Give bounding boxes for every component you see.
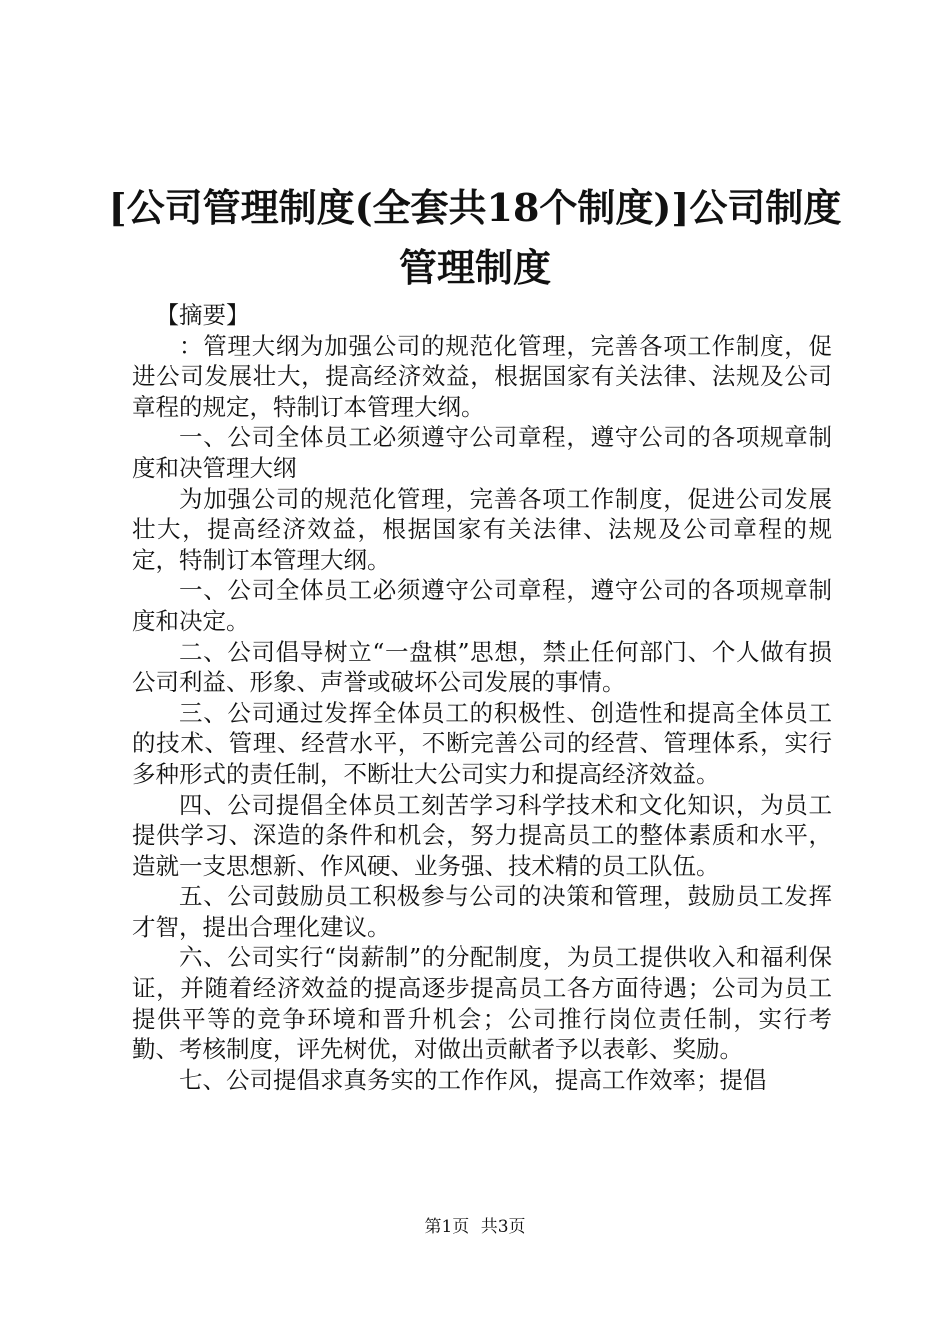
page-footer [0, 1216, 950, 1238]
paragraph: ：管理大纲为加强公司的规范化管理，完善各项工作制度，促进公司发展壮大，提高经济效益，根据国家有关法律、法规及公司章程的规定，特制订本管理大纲。 [132, 331, 832, 421]
paragraph: 三、公司通过发挥全体员工的积极性、创造性和提高全体员工的技术、管理、经营水平，不断完善公司的经营、管理体系，实行多种形式的责任制，不断壮大公司实力和提高经济效益。 [132, 698, 832, 788]
page-number: 第1页 [424, 1217, 470, 1237]
paragraph: 为加强公司的规范化管理，完善各项工作制度，促进公司发展壮大，提高经济效益，根据国家有关法律、法规及公司章程的规定，特制订本管理大纲。 [132, 484, 832, 574]
paragraph: 七、公司提倡求真务实的工作作风，提高工作效率；提倡 [179, 1065, 767, 1094]
abstract-label: 【摘要】 [155, 301, 250, 329]
paragraph: 四、公司提倡全体员工刻苦学习科学技术和文化知识，为员工提供学习、深造的条件和机会，努力提高员工的整体素质和水平，造就一支思想新、作风硬、业务强、技术精的员工队伍。 [132, 790, 832, 880]
paragraph: 二、公司倡导树立“一盘棋”思想，禁止任何部门、个人做有损公司利益、形象、声誉或破坏公司发展的事情。 [132, 637, 832, 697]
paragraph: 六、公司实行“岗薪制”的分配制度，为员工提供收入和福利保证，并随着经济效益的提高逐步提高员工各方面待遇；公司为员工提供平等的竞争环境和晋升机会；公司推行岗位责任制，实行考勤、考核制度，评先树优，对做出贡献者予以表彰、奖励。 [132, 943, 832, 1064]
document-title [60, 178, 890, 298]
paragraph: 一、公司全体员工必须遵守公司章程，遵守公司的各项规章制度和决定。 [132, 576, 832, 635]
paragraph: 一、公司全体员工必须遵守公司章程，遵守公司的各项规章制度和决管理大纲 [132, 423, 832, 482]
title-line-1: [公司管理制度(全套共18个制度)]公司制度 [108, 185, 842, 230]
paragraph: 五、公司鼓励员工积极参与公司的决策和管理，鼓励员工发挥才智，提出合理化建议。 [132, 882, 832, 941]
page-total: 共3页 [480, 1217, 526, 1237]
title-line-2: 管理制度 [398, 245, 551, 290]
document-body [132, 300, 832, 1095]
